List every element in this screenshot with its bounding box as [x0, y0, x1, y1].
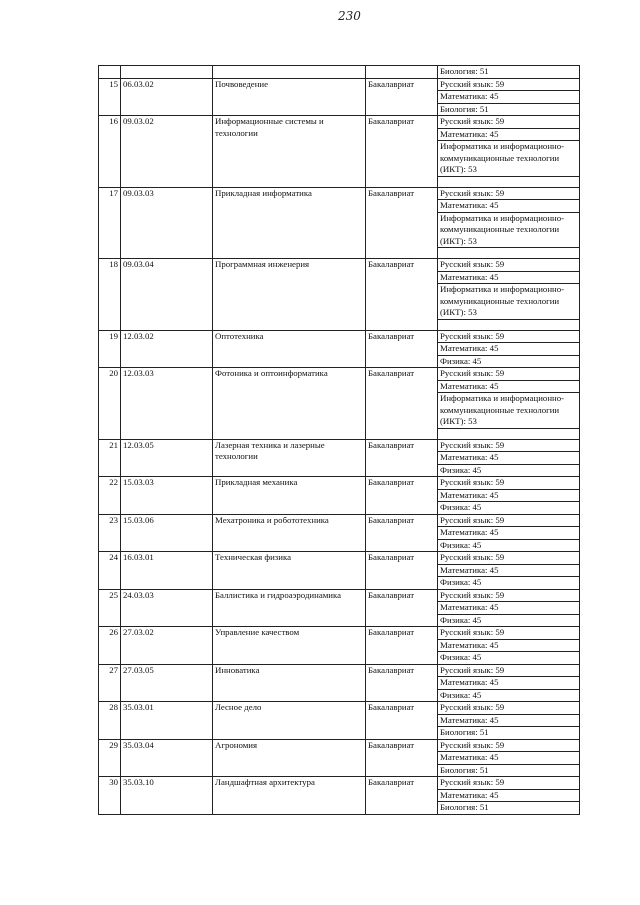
exam-requirement: Физика: 45	[438, 539, 580, 552]
exam-requirement: Русский язык: 59	[438, 330, 580, 343]
row-number: 21	[99, 439, 121, 477]
exam-requirement: Математика: 45	[438, 752, 580, 765]
row-number: 24	[99, 552, 121, 590]
specialty-code: 09.03.02	[121, 116, 213, 188]
table-row	[99, 664, 580, 677]
specialty-name: Управление качеством	[213, 627, 366, 665]
specialty-name: Инноватика	[213, 664, 366, 702]
row-number: 28	[99, 702, 121, 740]
specialty-name: Почвоведение	[213, 78, 366, 116]
row-number: 23	[99, 514, 121, 552]
exam-requirement: Физика: 45	[438, 689, 580, 702]
education-level: Бакалавриат	[366, 477, 438, 515]
specialty-name: Оптотехника	[213, 330, 366, 368]
specialty-name: Лесное дело	[213, 702, 366, 740]
specialty-code: 15.03.06	[121, 514, 213, 552]
exam-requirement: Физика: 45	[438, 464, 580, 477]
specialty-name: Мехатроника и робототехника	[213, 514, 366, 552]
exam-requirement: Физика: 45	[438, 652, 580, 665]
row-number: 29	[99, 739, 121, 777]
education-level: Бакалавриат	[366, 589, 438, 627]
specialty-code: 09.03.04	[121, 259, 213, 331]
exam-requirement: Математика: 45	[438, 343, 580, 356]
table-row	[99, 78, 580, 91]
exam-requirement: Математика: 45	[438, 564, 580, 577]
exam-requirement: Русский язык: 59	[438, 552, 580, 565]
education-level	[366, 66, 438, 79]
specialty-code: 15.03.03	[121, 477, 213, 515]
education-level: Бакалавриат	[366, 116, 438, 188]
page-number: 230	[338, 9, 361, 23]
specialty-code: 27.03.02	[121, 627, 213, 665]
exam-requirement: Физика: 45	[438, 614, 580, 627]
table-row	[99, 552, 580, 565]
exam-requirement: Биология: 51	[438, 103, 580, 116]
education-level: Бакалавриат	[366, 664, 438, 702]
exam-requirement: Информатика и информационно-коммуникационные технологии (ИКТ): 53	[438, 141, 580, 177]
specialty-code: 12.03.05	[121, 439, 213, 477]
specialties-table	[98, 65, 580, 815]
exam-requirement: Русский язык: 59	[438, 664, 580, 677]
row-number: 30	[99, 777, 121, 815]
table-body	[99, 66, 580, 815]
education-level: Бакалавриат	[366, 187, 438, 259]
table-row	[99, 589, 580, 602]
exam-requirement: Русский язык: 59	[438, 187, 580, 200]
specialty-code: 12.03.03	[121, 368, 213, 440]
table-row	[99, 777, 580, 790]
table-row	[99, 739, 580, 752]
specialty-name: Информационные системы и технологии	[213, 116, 366, 188]
specialty-name: Баллистика и гидроаэродинамика	[213, 589, 366, 627]
exam-requirement: Математика: 45	[438, 452, 580, 465]
table-row	[99, 187, 580, 200]
table-row	[99, 368, 580, 381]
specialty-code: 09.03.03	[121, 187, 213, 259]
exam-requirement: Математика: 45	[438, 602, 580, 615]
empty-cell	[438, 319, 580, 330]
education-level: Бакалавриат	[366, 330, 438, 368]
education-level: Бакалавриат	[366, 739, 438, 777]
row-number: 26	[99, 627, 121, 665]
table-row	[99, 702, 580, 715]
exam-requirement: Русский язык: 59	[438, 514, 580, 527]
exam-requirement: Русский язык: 59	[438, 777, 580, 790]
row-number: 27	[99, 664, 121, 702]
exam-requirement: Математика: 45	[438, 789, 580, 802]
table-row	[99, 330, 580, 343]
exam-requirement: Русский язык: 59	[438, 78, 580, 91]
specialty-code: 16.03.01	[121, 552, 213, 590]
exam-requirement: Русский язык: 59	[438, 702, 580, 715]
specialty-code: 35.03.01	[121, 702, 213, 740]
exam-requirement: Русский язык: 59	[438, 589, 580, 602]
row-number: 22	[99, 477, 121, 515]
exam-requirement: Математика: 45	[438, 380, 580, 393]
table-row	[99, 116, 580, 129]
exam-requirement: Математика: 45	[438, 128, 580, 141]
exam-requirement: Русский язык: 59	[438, 477, 580, 490]
specialty-code: 35.03.04	[121, 739, 213, 777]
specialty-name: Лазерная техника и лазерные технологии	[213, 439, 366, 477]
exam-requirement: Биология: 51	[438, 764, 580, 777]
empty-cell	[438, 176, 580, 187]
specialty-name: Фотоника и оптоинформатика	[213, 368, 366, 440]
exam-requirement: Математика: 45	[438, 527, 580, 540]
row-number	[99, 66, 121, 79]
exam-requirement: Математика: 45	[438, 271, 580, 284]
exam-requirement: Русский язык: 59	[438, 439, 580, 452]
table-row	[99, 514, 580, 527]
exam-requirement: Физика: 45	[438, 355, 580, 368]
specialty-code	[121, 66, 213, 79]
table-row	[99, 627, 580, 640]
education-level: Бакалавриат	[366, 552, 438, 590]
exam-requirement: Информатика и информационно-коммуникационные технологии (ИКТ): 53	[438, 212, 580, 248]
exam-requirement: Биология: 51	[438, 802, 580, 815]
specialty-code: 27.03.05	[121, 664, 213, 702]
education-level: Бакалавриат	[366, 78, 438, 116]
row-number: 17	[99, 187, 121, 259]
row-number: 25	[99, 589, 121, 627]
row-number: 20	[99, 368, 121, 440]
table-row	[99, 66, 580, 79]
specialty-name: Прикладная механика	[213, 477, 366, 515]
exam-requirement: Русский язык: 59	[438, 116, 580, 129]
exam-requirement: Математика: 45	[438, 714, 580, 727]
specialty-name: Ландшафтная архитектура	[213, 777, 366, 815]
exam-requirement: Русский язык: 59	[438, 627, 580, 640]
specialty-name: Агрономия	[213, 739, 366, 777]
specialty-code: 24.03.03	[121, 589, 213, 627]
row-number: 15	[99, 78, 121, 116]
exam-requirement: Математика: 45	[438, 677, 580, 690]
specialty-name: Техническая физика	[213, 552, 366, 590]
specialty-name: Прикладная информатика	[213, 187, 366, 259]
education-level: Бакалавриат	[366, 777, 438, 815]
specialty-code: 35.03.10	[121, 777, 213, 815]
education-level: Бакалавриат	[366, 259, 438, 331]
row-number: 18	[99, 259, 121, 331]
exam-requirement: Математика: 45	[438, 91, 580, 104]
education-level: Бакалавриат	[366, 627, 438, 665]
row-number: 19	[99, 330, 121, 368]
exam-requirement: Биология: 51	[438, 66, 580, 79]
exam-requirement: Русский язык: 59	[438, 739, 580, 752]
empty-cell	[438, 248, 580, 259]
education-level: Бакалавриат	[366, 439, 438, 477]
exam-requirement: Информатика и информационно-коммуникационные технологии (ИКТ): 53	[438, 284, 580, 320]
specialty-code: 06.03.02	[121, 78, 213, 116]
specialty-name: Программная инженерия	[213, 259, 366, 331]
specialty-code: 12.03.02	[121, 330, 213, 368]
exam-requirement: Русский язык: 59	[438, 259, 580, 272]
table-row	[99, 477, 580, 490]
row-number: 16	[99, 116, 121, 188]
exam-requirement: Информатика и информационно-коммуникационные технологии (ИКТ): 53	[438, 393, 580, 429]
specialty-name	[213, 66, 366, 79]
exam-requirement: Математика: 45	[438, 639, 580, 652]
exam-requirement: Математика: 45	[438, 200, 580, 213]
empty-cell	[438, 428, 580, 439]
exam-requirement: Биология: 51	[438, 727, 580, 740]
exam-requirement: Математика: 45	[438, 489, 580, 502]
table-row	[99, 439, 580, 452]
exam-requirement: Физика: 45	[438, 577, 580, 590]
table-row	[99, 259, 580, 272]
education-level: Бакалавриат	[366, 702, 438, 740]
education-level: Бакалавриат	[366, 514, 438, 552]
education-level: Бакалавриат	[366, 368, 438, 440]
exam-requirement: Русский язык: 59	[438, 368, 580, 381]
exam-requirement: Физика: 45	[438, 502, 580, 515]
